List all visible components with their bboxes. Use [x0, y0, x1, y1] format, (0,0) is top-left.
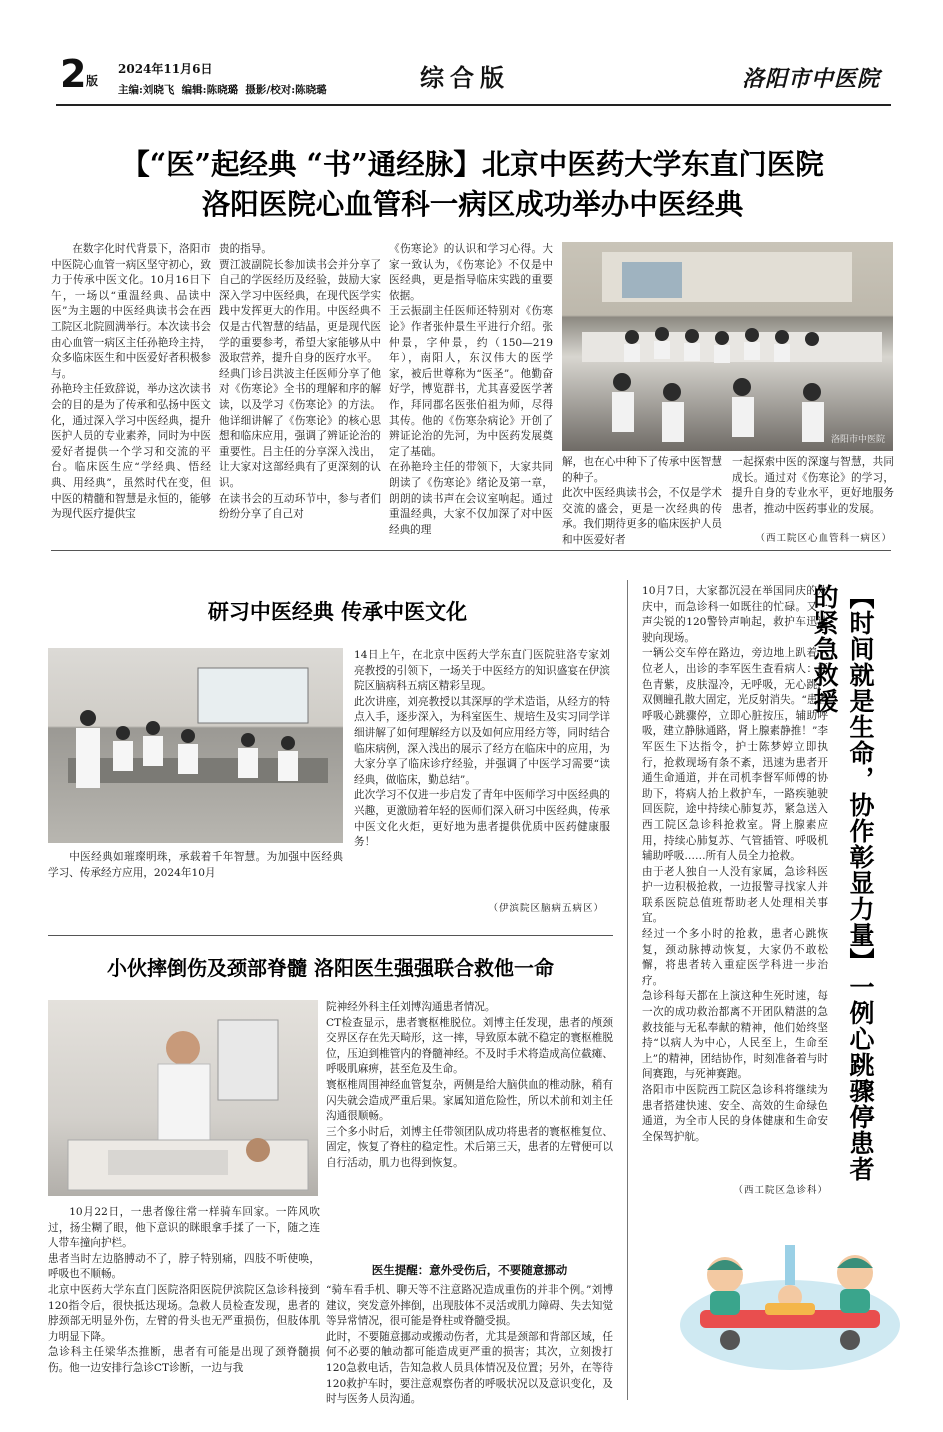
header-rule [56, 104, 891, 106]
article1-col1 [51, 242, 211, 544]
article4-byline: （西工院区急诊科） [733, 1185, 828, 1196]
article1-bottom-rule [51, 550, 891, 551]
lecture-room-illustration [48, 648, 343, 843]
page-header [0, 0, 943, 112]
article3-col1 [48, 1205, 320, 1405]
article2-caption [48, 850, 343, 910]
article3-col2b [326, 1283, 613, 1408]
article3-col2b-text: “骑车看手机、聊天等不注意路况造成重伤的并非个例。”刘博建议，突发意外摔倒，出现肢体不灵活或肌力障碍、失去知觉等异常情况，很可能是脊柱或脊髓受损。 此时，不要随意挪动或搬动伤者，尤其是颈部和背部区域，任何不必要的触动都可能造成更严重的损害；其次，立刻拨打120急救电话，告知急救人员具体情况及位置；另外，在等待120救护车时，要注意观察伤者的呼吸状况以及意识变化，及时与医务人员沟通。 [326, 1284, 613, 1406]
article-classics-study [0, 560, 630, 940]
article4-body-text: 10月7日，大家都沉浸在举国同庆的欢庆中，而急诊科一如既往的忙碌。又一声尖锐的120警铃声响起，救护车迅速驶向现场。 一辆公交车停在路边，旁边地上趴着一位老人，出诊的李军医生查看病人：面色青紫，皮肤湿冷，无呼吸，无心跳，双侧瞳孔散大固定，光反射消失。“患者呼吸心跳骤停，立即心脏按压，辅助呼吸，建立静脉通路，肾上腺素静推！”李军医生下达指令，护士陈梦婷立即执行，抢救现场有条不紊，迅速为患者开通生命通道，并在司机李督军师傅的协助下，将病人抬上救护车，一路疾驰驶回医院，途中持续心肺复苏，紧急送入西工院区急诊科抢救室。肾上腺素应用，持续心肺复苏、气管插管、呼吸机辅助呼吸……所有人员全力抢救。 由于老人独自一人没有家属，急诊科医护一边积极抢救，一边报警寻找家人并联系医院总值班帮助老人处理相关事宜。 经过一个多小时的抢救，患者心跳恢复，颈动脉搏动恢复，大家仍不敢松懈，将患者转入重症医学科进一步治疗。 急诊科每天都在上演这种生死时速，每一次的成功救治都离不开团队精湛的急救技能与无私奉献的精神，他们始终坚持“以病人为中心，人民至上，生命至上”的精神，团结协作，时刻准备着与时间赛跑，与死神赛跑。 洛阳市中医院西工院区急诊科将继续为患者搭建快速、安全、高效的生命绿色通道，为全市人民的身体健康和生命安全保驾护航。 [642, 585, 828, 1143]
article1-title-line1: 【“医”起经典 “书”通经脉】北京中医药大学东直门医院 [121, 147, 824, 181]
page-number: 2 [60, 52, 87, 96]
article1-title-line2: 洛阳医院心血管科一病区成功举办中医经典 [201, 187, 744, 221]
article1-title [50, 144, 895, 224]
article1-col4-text: 解，也在心中种下了传承中医智慧的种子。 此次中医经典读书会，不仅是学术交流的盛会，更是一次经典的传承。我们期待更多的临床医护人员和中医爱好者 [562, 456, 722, 545]
issue-date: 2024年11月6日 [118, 62, 213, 76]
article3-col2a-text: 院神经外科主任刘博沟通患者情况。 CT检查显示，患者寰枢椎脱位。刘博主任发现，患者的颅颈交界区存在先天畸形，这一摔，导致原本就不稳定的寰枢椎脱位，压迫到椎管内的脊髓神经。不及时手术将造成高位截瘫、呼吸肌麻痹，甚至危及生命。 寰枢椎周围神经血管复杂，两侧是给大脑供血的椎动脉，稍有闪失就会造成严重后果。家属知道危险性，所以术前和刘主任沟通很顺畅。 三个多小时后，刘博主任带领团队成功将患者的寰枢椎复位、固定，恢复了脊柱的稳定性。术后第三天，患者的左臂便可以自行活动，肌力也得到恢复。 [326, 1001, 613, 1169]
article4-body [642, 584, 828, 1180]
rescue-cartoon-illustration [670, 1225, 910, 1375]
article1-col3-text: 《伤寒论》的认识和学习心得。大家一致认为，《伤寒论》不仅是中医经典，更是指导临床实践的重要依据。 王云振副主任医师还特别对《伤寒论》作者张仲景生平进行介绍。张仲景，字仲景，约（150—219年），南阳人，东汉伟大的医学家，被后世尊称为“医圣”。他勤奋好学，博览群书，尤其喜爱医学著作，拜同郡名医张伯祖为师，尽得其传。他的《伤寒杂病论》开创了辨证论治的先河，为中医药发展奠定了基础。 在孙艳玲主任的带领下，大家共同朗读了《伤寒论》绪论及第一章，朗朗的读书声在会议室响起。通过重温经典，大家不仅加深了对中医经典的理 [389, 243, 553, 536]
article2-title: 研习中医经典 传承中医文化 [207, 599, 468, 624]
article1-byline: （西工院区心血管科一病区） [755, 533, 892, 544]
meeting-room-illustration [562, 242, 893, 451]
photo-watermark: 洛阳市中医院 [830, 435, 885, 445]
article3-doctor-photo [48, 1000, 318, 1196]
page-number-suffix: 版 [86, 74, 99, 88]
article1-col4 [562, 455, 722, 545]
ambulance-team-icon [670, 1225, 910, 1375]
article2-lecture-photo [48, 648, 343, 843]
article1-col5-text: 一起探索中医的深邃与智慧，共同成长。通过对《伤寒论》的学习，提升自身的专业水平，更好地服务患者，推动中医药事业的发展。 [732, 456, 894, 515]
column-divider [627, 580, 628, 1400]
article-classics-reading [0, 120, 943, 550]
article1-col2-text: 贵的指导。 贾江波副院长参加读书会并分享了自己的学医经历及经验，鼓励大家深入学习中医经典，在现代医学实践中发挥更大的作用。中医经典不仅是古代智慧的结晶，更是现代医学的重要参考，希望大家能够从中汲取营养，提升自身的医疗水平。 经典门诊吕洪波主任医师分享了他对《伤寒论》全书的理解和序的解读，以及学习《伤寒论》的方法。他详细讲解了《伤寒论》的核心思想和临床应用，强调了辨证论治的重要性。吕主任的分享深入浅出，让大家对这部经典有了更深刻的认识。 在读书会的互动环节中，参与者们纷纷分享了自己对 [219, 243, 381, 521]
article1-meeting-photo [562, 242, 893, 451]
doctor-patient-illustration [48, 1000, 318, 1196]
article2-body [354, 648, 610, 898]
article1-col1-text: 在数字化时代背景下，洛阳市中医院心血管一病区坚守初心，致力于传承中医文化。10月16日下午，一场以“重温经典、品读中医”为主题的中医经典读书会在西工院区北院圆满举行。本次读书会由心血管一病区主任孙艳玲主持，众多临床医生和中医爱好者积极参与。 孙艳玲主任致辞说，举办这次读书会的目的是为了传承和弘扬中医文化，通过深入学习中医经典，提升医护人员的专业素养，同时为中医爱好者提供一个学习和交流的平台。临床医生应“学经典、悟经典、用经典”，虽然时代在变，但中医的精髓和智慧是永恒的，能够为现代医疗提供宝 [51, 243, 211, 521]
article1-col5 [732, 455, 894, 527]
article1-col2 [219, 242, 381, 544]
article1-col3 [389, 242, 553, 544]
article3-title: 小伙摔倒伤及颈部脊髓 洛阳医生强强联合救他一命 [107, 956, 554, 980]
article2-caption-text: 中医经典如璀璨明珠，承载着千年智慧。为加强中医经典学习、传承经方应用，2024年10月 [48, 851, 343, 879]
article-cardiac-arrest [630, 560, 943, 1432]
article2-byline: （伊滨院区脑病五病区） [488, 903, 604, 914]
article3-subhead: 医生提醒：意外受伤后，不要随意挪动 [371, 1263, 568, 1277]
article3-col1-text: 10月22日，一患者像往常一样骑车回家。一阵风吹过，扬尘糊了眼，他下意识的眯眼拿手揉了一下，随之连人带车撞向护栏。 患者当时左边胳膊动不了，脖子特别痛，四肢不听使唤，呼吸也不顺畅。 北京中医药大学东直门医院洛阳医院伊滨院区急诊科接到120指令后，很快抵达现场。急救人员检查发现，患者的脖颈部无明显外伤，左臂的骨头也无严重损伤，但肢体肌力明显下降。 急诊科主任梁华杰推断，患者有可能是出现了颈脊髓损伤。他一边安排行急诊CT诊断，一边与我 [48, 1206, 320, 1374]
editor-credits: 主编:刘晓飞 编辑:陈晓璐 摄影/校对:陈晓璐 [118, 84, 327, 96]
article2-bottom-rule [48, 935, 613, 936]
article2-body-text: 14日上午，在北京中医药大学东直门医院驻洛专家刘亮教授的引领下，一场关于中医经方的知识盛宴在伊滨院区脑病科五病区精彩呈现。 此次讲座，刘亮教授以其深厚的学术造诣，从经方的特点入手，逐步深入，为科室医生、规培生及实习同学详细讲解了如何理解经方以及如何应用经方等，同时结合临床病例，深入浅出的展示了经方在临床中的应用，为大家分享了临床诊疗经验，并强调了中医学习需要“读经典，做临床，勤总结”。 此次学习不仅进一步启发了青年中医师学习中医经典的兴趣，更激励着年轻的医师们深入研习中医经典，传承中医文化火炬，更好地为患者提供优质中医药健康服务！ [354, 649, 610, 849]
masthead-logo: 洛阳市中医院 [742, 66, 881, 92]
section-title: 综合版 [420, 63, 510, 92]
article4-title: 【时间就是生命，协作彰显力量】一例心跳骤停患者的紧急救援 [810, 584, 875, 1182]
article-spinal-rescue [0, 940, 630, 1410]
article3-col2a [326, 1000, 613, 1260]
